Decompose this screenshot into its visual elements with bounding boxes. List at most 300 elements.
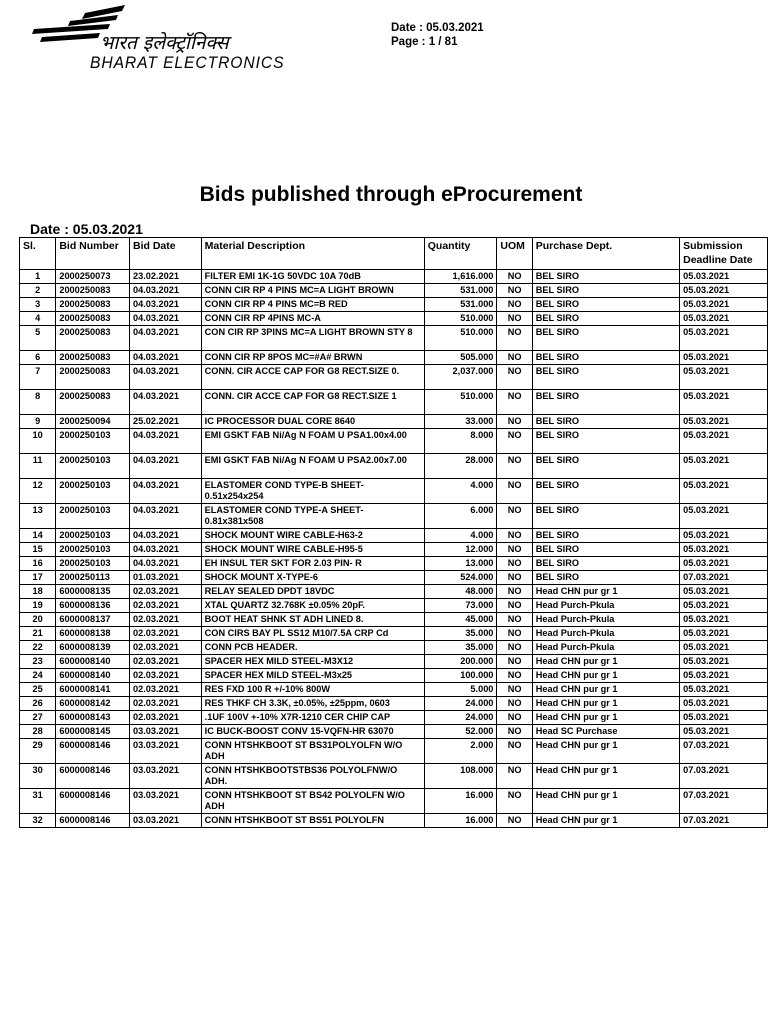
cell-bid-number: 6000008135 <box>56 585 130 599</box>
table-row <box>20 529 768 543</box>
cell-quantity: 524.000 <box>424 571 497 585</box>
cell-quantity: 28.000 <box>424 454 497 479</box>
cell-bid-date: 03.03.2021 <box>130 739 202 764</box>
cell-deadline: 07.03.2021 <box>680 571 768 585</box>
cell-sl: 2 <box>20 284 56 298</box>
cell-deadline: 05.03.2021 <box>680 365 768 390</box>
cell-bid-number: 6000008145 <box>56 725 130 739</box>
cell-quantity: 505.000 <box>424 351 497 365</box>
table-row <box>20 814 768 828</box>
cell-description: RELAY SEALED DPDT 18VDC <box>201 585 424 599</box>
cell-uom: NO <box>497 641 532 655</box>
table-row <box>20 571 768 585</box>
cell-purchase-dept: BEL SIRO <box>532 298 679 312</box>
cell-quantity: 48.000 <box>424 585 497 599</box>
table-row <box>20 789 768 814</box>
cell-description: FILTER EMI 1K-1G 50VDC 10A 70dB <box>201 270 424 284</box>
cell-uom: NO <box>497 270 532 284</box>
cell-bid-number: 6000008146 <box>56 739 130 764</box>
table-row <box>20 557 768 571</box>
cell-purchase-dept: Head SC Purchase <box>532 725 679 739</box>
table-row <box>20 711 768 725</box>
cell-bid-date: 25.02.2021 <box>130 415 202 429</box>
cell-quantity: 5.000 <box>424 683 497 697</box>
cell-sl: 1 <box>20 270 56 284</box>
cell-deadline: 05.03.2021 <box>680 599 768 613</box>
cell-uom: NO <box>497 669 532 683</box>
document-date: Date : 05.03.2021 <box>391 22 484 34</box>
cell-bid-date: 04.03.2021 <box>130 312 202 326</box>
col-header-purchase-dept: Purchase Dept. <box>532 238 679 270</box>
cell-bid-number: 6000008146 <box>56 789 130 814</box>
cell-purchase-dept: BEL SIRO <box>532 312 679 326</box>
cell-bid-date: 02.03.2021 <box>130 683 202 697</box>
cell-bid-date: 04.03.2021 <box>130 284 202 298</box>
table-row <box>20 641 768 655</box>
cell-quantity: 33.000 <box>424 415 497 429</box>
cell-bid-number: 2000250103 <box>56 557 130 571</box>
cell-description: CONN. CIR ACCE CAP FOR G8 RECT.SIZE 1 <box>201 390 424 415</box>
report-date: Date : 05.03.2021 <box>30 221 143 237</box>
cell-sl: 21 <box>20 627 56 641</box>
cell-quantity: 24.000 <box>424 711 497 725</box>
cell-purchase-dept: Head Purch-Pkula <box>532 641 679 655</box>
cell-deadline: 05.03.2021 <box>680 454 768 479</box>
cell-deadline: 07.03.2021 <box>680 739 768 764</box>
cell-purchase-dept: Head CHN pur gr 1 <box>532 655 679 669</box>
cell-bid-date: 03.03.2021 <box>130 764 202 789</box>
cell-uom: NO <box>497 739 532 764</box>
cell-purchase-dept: Head CHN pur gr 1 <box>532 585 679 599</box>
cell-description: ELASTOMER COND TYPE-B SHEET-0.51x254x254 <box>201 479 424 504</box>
cell-bid-number: 2000250094 <box>56 415 130 429</box>
cell-quantity: 531.000 <box>424 284 497 298</box>
cell-sl: 30 <box>20 764 56 789</box>
cell-quantity: 200.000 <box>424 655 497 669</box>
cell-deadline: 05.03.2021 <box>680 613 768 627</box>
cell-bid-date: 04.03.2021 <box>130 529 202 543</box>
cell-sl: 23 <box>20 655 56 669</box>
cell-quantity: 108.000 <box>424 764 497 789</box>
table-row <box>20 739 768 764</box>
cell-deadline: 05.03.2021 <box>680 697 768 711</box>
cell-description: SHOCK MOUNT WIRE CABLE-H63-2 <box>201 529 424 543</box>
cell-purchase-dept: BEL SIRO <box>532 529 679 543</box>
cell-bid-number: 2000250103 <box>56 454 130 479</box>
cell-bid-number: 6000008140 <box>56 669 130 683</box>
cell-deadline: 05.03.2021 <box>680 415 768 429</box>
cell-uom: NO <box>497 351 532 365</box>
cell-description: CONN PCB HEADER. <box>201 641 424 655</box>
cell-sl: 12 <box>20 479 56 504</box>
cell-deadline: 05.03.2021 <box>680 284 768 298</box>
cell-sl: 22 <box>20 641 56 655</box>
cell-quantity: 531.000 <box>424 298 497 312</box>
table-row <box>20 543 768 557</box>
cell-deadline: 05.03.2021 <box>680 585 768 599</box>
cell-uom: NO <box>497 571 532 585</box>
cell-sl: 26 <box>20 697 56 711</box>
col-header-sl: Sl. <box>20 238 56 270</box>
col-header-material-description: Material Description <box>201 238 424 270</box>
cell-deadline: 05.03.2021 <box>680 655 768 669</box>
cell-description: SHOCK MOUNT X-TYPE-6 <box>201 571 424 585</box>
cell-uom: NO <box>497 504 532 529</box>
cell-description: BOOT HEAT SHNK ST ADH LINED 8. <box>201 613 424 627</box>
cell-bid-date: 02.03.2021 <box>130 641 202 655</box>
cell-quantity: 100.000 <box>424 669 497 683</box>
table-row <box>20 326 768 351</box>
cell-uom: NO <box>497 725 532 739</box>
cell-bid-number: 2000250113 <box>56 571 130 585</box>
cell-bid-date: 02.03.2021 <box>130 669 202 683</box>
cell-uom: NO <box>497 613 532 627</box>
cell-uom: NO <box>497 479 532 504</box>
cell-description: CONN CIR RP 4PINS MC-A <box>201 312 424 326</box>
cell-quantity: 13.000 <box>424 557 497 571</box>
cell-uom: NO <box>497 365 532 390</box>
cell-quantity: 35.000 <box>424 641 497 655</box>
col-header-bid-number: Bid Number <box>56 238 130 270</box>
cell-bid-number: 2000250073 <box>56 270 130 284</box>
cell-bid-date: 02.03.2021 <box>130 585 202 599</box>
cell-description: SPACER HEX MILD STEEL-M3x25 <box>201 669 424 683</box>
cell-quantity: 35.000 <box>424 627 497 641</box>
cell-uom: NO <box>497 326 532 351</box>
table-row <box>20 351 768 365</box>
cell-sl: 18 <box>20 585 56 599</box>
cell-sl: 16 <box>20 557 56 571</box>
cell-sl: 5 <box>20 326 56 351</box>
cell-uom: NO <box>497 543 532 557</box>
cell-deadline: 05.03.2021 <box>680 390 768 415</box>
cell-bid-date: 04.03.2021 <box>130 454 202 479</box>
cell-bid-date: 04.03.2021 <box>130 298 202 312</box>
company-logo <box>30 5 350 70</box>
cell-purchase-dept: BEL SIRO <box>532 454 679 479</box>
cell-description: SPACER HEX MILD STEEL-M3X12 <box>201 655 424 669</box>
document-meta <box>391 21 484 49</box>
cell-bid-number: 6000008143 <box>56 711 130 725</box>
cell-sl: 19 <box>20 599 56 613</box>
cell-description: CONN. CIR ACCE CAP FOR G8 RECT.SIZE 0. <box>201 365 424 390</box>
cell-description: CONN CIR RP 4 PINS MC=A LIGHT BROWN <box>201 284 424 298</box>
table-row <box>20 655 768 669</box>
cell-uom: NO <box>497 529 532 543</box>
cell-quantity: 16.000 <box>424 814 497 828</box>
cell-description: EMI GSKT FAB Ni/Ag N FOAM U PSA2.00x7.00 <box>201 454 424 479</box>
cell-sl: 29 <box>20 739 56 764</box>
cell-uom: NO <box>497 312 532 326</box>
cell-bid-date: 02.03.2021 <box>130 697 202 711</box>
cell-purchase-dept: BEL SIRO <box>532 429 679 454</box>
table-row <box>20 312 768 326</box>
cell-purchase-dept: BEL SIRO <box>532 504 679 529</box>
cell-uom: NO <box>497 627 532 641</box>
cell-purchase-dept: BEL SIRO <box>532 557 679 571</box>
bids-table <box>19 237 768 828</box>
cell-description: EH INSUL TER SKT FOR 2.03 PIN- R <box>201 557 424 571</box>
cell-bid-date: 04.03.2021 <box>130 557 202 571</box>
cell-uom: NO <box>497 415 532 429</box>
cell-deadline: 05.03.2021 <box>680 725 768 739</box>
cell-uom: NO <box>497 390 532 415</box>
cell-sl: 25 <box>20 683 56 697</box>
cell-bid-number: 6000008140 <box>56 655 130 669</box>
cell-uom: NO <box>497 697 532 711</box>
table-row <box>20 415 768 429</box>
cell-sl: 4 <box>20 312 56 326</box>
cell-deadline: 05.03.2021 <box>680 529 768 543</box>
logo-hindi-text: भारत इलेक्ट्रॉनिक्स <box>100 32 229 54</box>
cell-uom: NO <box>497 454 532 479</box>
cell-quantity: 12.000 <box>424 543 497 557</box>
cell-bid-number: 2000250083 <box>56 365 130 390</box>
cell-deadline: 07.03.2021 <box>680 764 768 789</box>
cell-deadline: 05.03.2021 <box>680 557 768 571</box>
cell-purchase-dept: BEL SIRO <box>532 270 679 284</box>
cell-description: .1UF 100V +-10% X7R-1210 CER CHIP CAP <box>201 711 424 725</box>
cell-quantity: 4.000 <box>424 529 497 543</box>
logo-english-text: BHARAT ELECTRONICS <box>90 53 285 72</box>
cell-purchase-dept: Head CHN pur gr 1 <box>532 697 679 711</box>
cell-sl: 27 <box>20 711 56 725</box>
cell-uom: NO <box>497 557 532 571</box>
cell-deadline: 05.03.2021 <box>680 326 768 351</box>
cell-bid-number: 2000250083 <box>56 351 130 365</box>
cell-purchase-dept: BEL SIRO <box>532 390 679 415</box>
cell-purchase-dept: Head CHN pur gr 1 <box>532 814 679 828</box>
cell-deadline: 05.03.2021 <box>680 711 768 725</box>
cell-purchase-dept: BEL SIRO <box>532 351 679 365</box>
cell-bid-date: 03.03.2021 <box>130 814 202 828</box>
table-row <box>20 697 768 711</box>
table-row <box>20 365 768 390</box>
cell-bid-number: 2000250103 <box>56 543 130 557</box>
cell-bid-number: 6000008146 <box>56 814 130 828</box>
cell-description: CONN CIR RP 8POS MC=#A# BRWN <box>201 351 424 365</box>
cell-bid-date: 02.03.2021 <box>130 599 202 613</box>
cell-sl: 32 <box>20 814 56 828</box>
cell-bid-number: 6000008137 <box>56 613 130 627</box>
table-row <box>20 270 768 284</box>
cell-description: SHOCK MOUNT WIRE CABLE-H95-5 <box>201 543 424 557</box>
cell-bid-date: 03.03.2021 <box>130 725 202 739</box>
cell-sl: 28 <box>20 725 56 739</box>
cell-purchase-dept: Head CHN pur gr 1 <box>532 669 679 683</box>
table-row <box>20 627 768 641</box>
cell-bid-date: 02.03.2021 <box>130 711 202 725</box>
cell-uom: NO <box>497 683 532 697</box>
cell-uom: NO <box>497 814 532 828</box>
cell-purchase-dept: Head Purch-Pkula <box>532 599 679 613</box>
cell-sl: 14 <box>20 529 56 543</box>
cell-bid-number: 6000008142 <box>56 697 130 711</box>
cell-quantity: 510.000 <box>424 312 497 326</box>
cell-bid-date: 02.03.2021 <box>130 627 202 641</box>
table-row <box>20 429 768 454</box>
cell-purchase-dept: BEL SIRO <box>532 571 679 585</box>
cell-bid-number: 2000250083 <box>56 326 130 351</box>
cell-purchase-dept: BEL SIRO <box>532 365 679 390</box>
cell-purchase-dept: Head CHN pur gr 1 <box>532 764 679 789</box>
cell-description: XTAL QUARTZ 32.768K ±0.05% 20pF. <box>201 599 424 613</box>
cell-description: CONN HTSHKBOOTSTBS36 POLYOLFNW/O ADH. <box>201 764 424 789</box>
cell-purchase-dept: Head Purch-Pkula <box>532 627 679 641</box>
table-row <box>20 585 768 599</box>
table-row <box>20 683 768 697</box>
table-row <box>20 764 768 789</box>
cell-uom: NO <box>497 711 532 725</box>
cell-sl: 17 <box>20 571 56 585</box>
cell-sl: 31 <box>20 789 56 814</box>
cell-purchase-dept: BEL SIRO <box>532 415 679 429</box>
cell-sl: 20 <box>20 613 56 627</box>
col-header-uom: UOM <box>497 238 532 270</box>
cell-sl: 24 <box>20 669 56 683</box>
cell-bid-number: 2000250103 <box>56 529 130 543</box>
cell-sl: 3 <box>20 298 56 312</box>
cell-uom: NO <box>497 764 532 789</box>
cell-deadline: 05.03.2021 <box>680 627 768 641</box>
cell-bid-number: 2000250083 <box>56 298 130 312</box>
cell-quantity: 4.000 <box>424 479 497 504</box>
table-row <box>20 599 768 613</box>
cell-deadline: 05.03.2021 <box>680 641 768 655</box>
cell-bid-date: 04.03.2021 <box>130 365 202 390</box>
table-header-row <box>20 238 768 270</box>
cell-bid-number: 6000008138 <box>56 627 130 641</box>
cell-deadline: 05.03.2021 <box>680 351 768 365</box>
cell-bid-date: 04.03.2021 <box>130 326 202 351</box>
cell-purchase-dept: BEL SIRO <box>532 543 679 557</box>
cell-bid-number: 2000250083 <box>56 390 130 415</box>
cell-deadline: 07.03.2021 <box>680 814 768 828</box>
cell-deadline: 05.03.2021 <box>680 669 768 683</box>
cell-bid-number: 2000250083 <box>56 312 130 326</box>
table-row <box>20 504 768 529</box>
cell-uom: NO <box>497 429 532 454</box>
cell-deadline: 05.03.2021 <box>680 683 768 697</box>
cell-quantity: 6.000 <box>424 504 497 529</box>
page-title: Bids published through eProcurement <box>199 183 583 206</box>
cell-uom: NO <box>497 655 532 669</box>
table-row <box>20 284 768 298</box>
cell-quantity: 510.000 <box>424 390 497 415</box>
cell-sl: 15 <box>20 543 56 557</box>
cell-bid-number: 6000008141 <box>56 683 130 697</box>
cell-purchase-dept: BEL SIRO <box>532 326 679 351</box>
cell-deadline: 07.03.2021 <box>680 789 768 814</box>
table-row <box>20 725 768 739</box>
col-header-bid-date: Bid Date <box>130 238 202 270</box>
cell-quantity: 510.000 <box>424 326 497 351</box>
cell-purchase-dept: Head CHN pur gr 1 <box>532 711 679 725</box>
cell-bid-date: 03.03.2021 <box>130 789 202 814</box>
cell-purchase-dept: Head Purch-Pkula <box>532 613 679 627</box>
cell-purchase-dept: Head CHN pur gr 1 <box>532 789 679 814</box>
table-row <box>20 390 768 415</box>
cell-bid-number: 6000008139 <box>56 641 130 655</box>
cell-bid-date: 04.03.2021 <box>130 390 202 415</box>
cell-description: RES THKF CH 3.3K, ±0.05%, ±25ppm, 0603 <box>201 697 424 711</box>
cell-uom: NO <box>497 789 532 814</box>
cell-deadline: 05.03.2021 <box>680 504 768 529</box>
cell-deadline: 05.03.2021 <box>680 270 768 284</box>
cell-sl: 13 <box>20 504 56 529</box>
cell-uom: NO <box>497 284 532 298</box>
cell-purchase-dept: Head CHN pur gr 1 <box>532 683 679 697</box>
cell-bid-number: 2000250103 <box>56 429 130 454</box>
cell-description: ELASTOMER COND TYPE-A SHEET-0.81x381x508 <box>201 504 424 529</box>
cell-bid-number: 6000008146 <box>56 764 130 789</box>
cell-description: CONN HTSHKBOOT ST BS31POLYOLFN W/O ADH <box>201 739 424 764</box>
cell-sl: 9 <box>20 415 56 429</box>
cell-quantity: 16.000 <box>424 789 497 814</box>
cell-sl: 6 <box>20 351 56 365</box>
cell-quantity: 45.000 <box>424 613 497 627</box>
cell-quantity: 1,616.000 <box>424 270 497 284</box>
cell-sl: 8 <box>20 390 56 415</box>
cell-bid-date: 02.03.2021 <box>130 613 202 627</box>
cell-bid-date: 04.03.2021 <box>130 479 202 504</box>
page-indicator: Page : 1 / 81 <box>391 36 458 48</box>
cell-bid-date: 02.03.2021 <box>130 655 202 669</box>
cell-uom: NO <box>497 599 532 613</box>
cell-description: CONN HTSHKBOOT ST BS42 POLYOLFN W/O ADH <box>201 789 424 814</box>
cell-bid-number: 2000250083 <box>56 284 130 298</box>
cell-sl: 7 <box>20 365 56 390</box>
cell-bid-date: 04.03.2021 <box>130 504 202 529</box>
cell-quantity: 2,037.000 <box>424 365 497 390</box>
cell-quantity: 73.000 <box>424 599 497 613</box>
cell-description: CONN CIR RP 4 PINS MC=B RED <box>201 298 424 312</box>
cell-quantity: 8.000 <box>424 429 497 454</box>
cell-quantity: 2.000 <box>424 739 497 764</box>
cell-deadline: 05.03.2021 <box>680 298 768 312</box>
cell-description: EMI GSKT FAB Ni/Ag N FOAM U PSA1.00x4.00 <box>201 429 424 454</box>
cell-bid-date: 23.02.2021 <box>130 270 202 284</box>
table-row <box>20 669 768 683</box>
table-row <box>20 479 768 504</box>
table-row <box>20 454 768 479</box>
cell-deadline: 05.03.2021 <box>680 429 768 454</box>
cell-uom: NO <box>497 298 532 312</box>
cell-purchase-dept: BEL SIRO <box>532 479 679 504</box>
cell-bid-number: 6000008136 <box>56 599 130 613</box>
cell-description: CON CIRS BAY PL SS12 M10/7.5A CRP Cd <box>201 627 424 641</box>
cell-sl: 10 <box>20 429 56 454</box>
col-header-quantity: Quantity <box>424 238 497 270</box>
cell-deadline: 05.03.2021 <box>680 312 768 326</box>
cell-description: IC PROCESSOR DUAL CORE 8640 <box>201 415 424 429</box>
cell-description: IC BUCK-BOOST CONV 15-VQFN-HR 63070 <box>201 725 424 739</box>
cell-bid-date: 04.03.2021 <box>130 429 202 454</box>
col-header-submission-deadline: Submission Deadline Date <box>680 238 768 270</box>
cell-deadline: 05.03.2021 <box>680 479 768 504</box>
cell-bid-number: 2000250103 <box>56 504 130 529</box>
cell-bid-date: 04.03.2021 <box>130 543 202 557</box>
cell-description: CONN HTSHKBOOT ST BS51 POLYOLFN <box>201 814 424 828</box>
cell-sl: 11 <box>20 454 56 479</box>
cell-quantity: 24.000 <box>424 697 497 711</box>
cell-purchase-dept: BEL SIRO <box>532 284 679 298</box>
cell-quantity: 52.000 <box>424 725 497 739</box>
cell-bid-date: 04.03.2021 <box>130 351 202 365</box>
table-row <box>20 613 768 627</box>
table-row <box>20 298 768 312</box>
cell-bid-date: 01.03.2021 <box>130 571 202 585</box>
